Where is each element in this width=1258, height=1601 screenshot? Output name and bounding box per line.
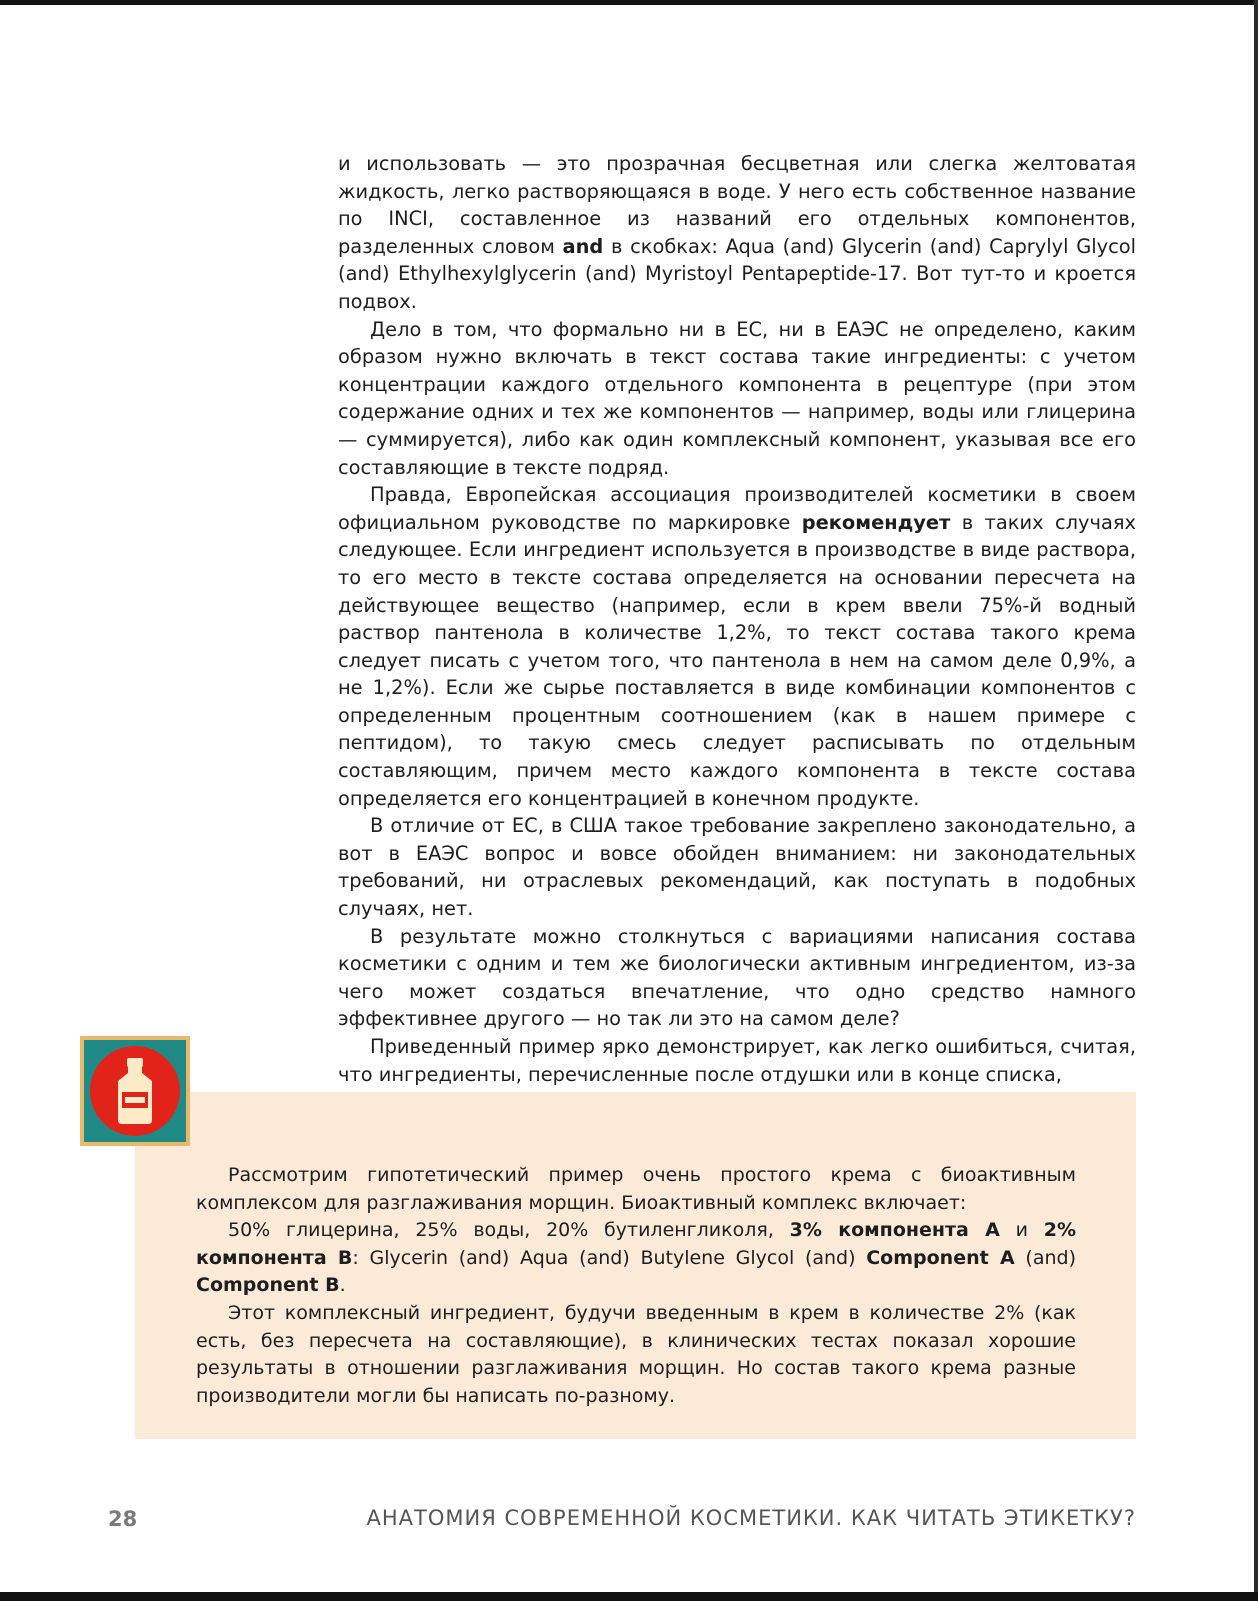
page-bottom-edge xyxy=(0,1592,1258,1601)
paragraph-3: Правда, Европейская ассоциация производителей косметики в своем официальном руководстве по маркировке рекомендует в таких случаях следующее. Если ингредиент используется в производстве в виде раствора, то его место в тексте состава определяется на основании пересчета на действующее вещество (например, если в крем ввели 75%-й водный раствор пантенола в количестве 1,2%, то текст состава такого крема следует писать с учетом того, что пантенола в нем на самом деле 0,9%, а не 1,2%). Если же сырье поставляется в виде комбинации компонентов с определенным процентным соотношением (как в нашем примере с пептидом), то такую смесь следует расписывать по отдельным составляющим, причем место каждого компонента в тексте состава определяется его концентрацией в конечном продукте. xyxy=(338,483,1136,810)
callout-paragraph-3: Этот комплексный ингредиент, будучи введенным в крем в количестве 2% (как есть, без пересчета на составляющие), в клинических тестах показал хорошие результаты в отношении разглаживания морщин. Но состав такого крема разные производители могли бы написать по-разному. xyxy=(196,1301,1076,1407)
paragraph-5: В результате можно столкнуться с вариациями написания состава косметики с одним и тем же биологически активным ингредиентом, из-за чего может создаться впечатление, что одно средство намного эффективнее другого — но так ли это на самом деле? xyxy=(338,924,1136,1031)
main-text-column xyxy=(338,150,1136,1088)
page-top-edge xyxy=(0,0,1258,5)
example-callout-box xyxy=(135,1092,1136,1439)
callout-badge xyxy=(80,1036,190,1146)
paragraph-2: Дело в том, что формально ни в ЕС, ни в ЕАЭС не определено, каким образом нужно включать в текст состава такие ингредиенты: с учетом концентрации каждого отдельного компонента в рецептуре (при этом содержание одних и тех же компонентов — например, воды или глицерина — суммируется), либо как один комплексный компонент, указывая все его составляющие в тексте подряд. xyxy=(338,317,1136,479)
callout-paragraph-1: Рассмотрим гипотетический пример очень простого крема с биоактивным комплексом для разглаживания морщин. Биоактивный комплекс включает: xyxy=(196,1164,1076,1214)
callout-paragraph-2: 50% глицерина, 25% воды, 20% бутиленгликоля, 3% компонента A и 2% компонента B: Glycerin (and) Aqua (and) Butylene Glycol (and) Component A (and) Component B. xyxy=(196,1219,1076,1297)
bold-recommends: рекомендует xyxy=(801,510,951,534)
page-number: 28 xyxy=(108,1507,138,1531)
running-title: АНАТОМИЯ СОВРЕМЕННОЙ КОСМЕТИКИ. КАК ЧИТАТЬ ЭТИКЕТКУ? xyxy=(366,1506,1136,1530)
paragraph-6: Приведенный пример ярко демонстрирует, как легко ошибиться, считая, что ингредиенты, перечисленные после отдушки или в конце списка, xyxy=(338,1035,1136,1086)
paragraph-4: В отличие от ЕС, в США такое требование закреплено законодательно, а вот в ЕАЭС вопрос и вовсе обойден вниманием: ни законодательных требований, ни отраслевых рекомендаций, как поступать в подобных случаях, нет. xyxy=(338,814,1136,921)
callout-text xyxy=(196,1162,1076,1410)
paragraph-1: и использовать — это прозрачная бесцветная или слегка желтоватая жидкость, легко растворяющаяся в воде. У него есть собственное название по INCI, составленное из названий его отдельных компонентов, разделенных словом and в скобках: Aqua (and) Glycerin (and) Caprylyl Glycol (and) Ethylhexylglycerin (and) Myristoyl Pentapeptide-17. Вот тут-то и кроется подвох. xyxy=(338,152,1136,313)
bold-and: and xyxy=(562,234,604,258)
bottle-icon xyxy=(84,1040,186,1142)
page-right-edge xyxy=(1254,0,1258,1601)
